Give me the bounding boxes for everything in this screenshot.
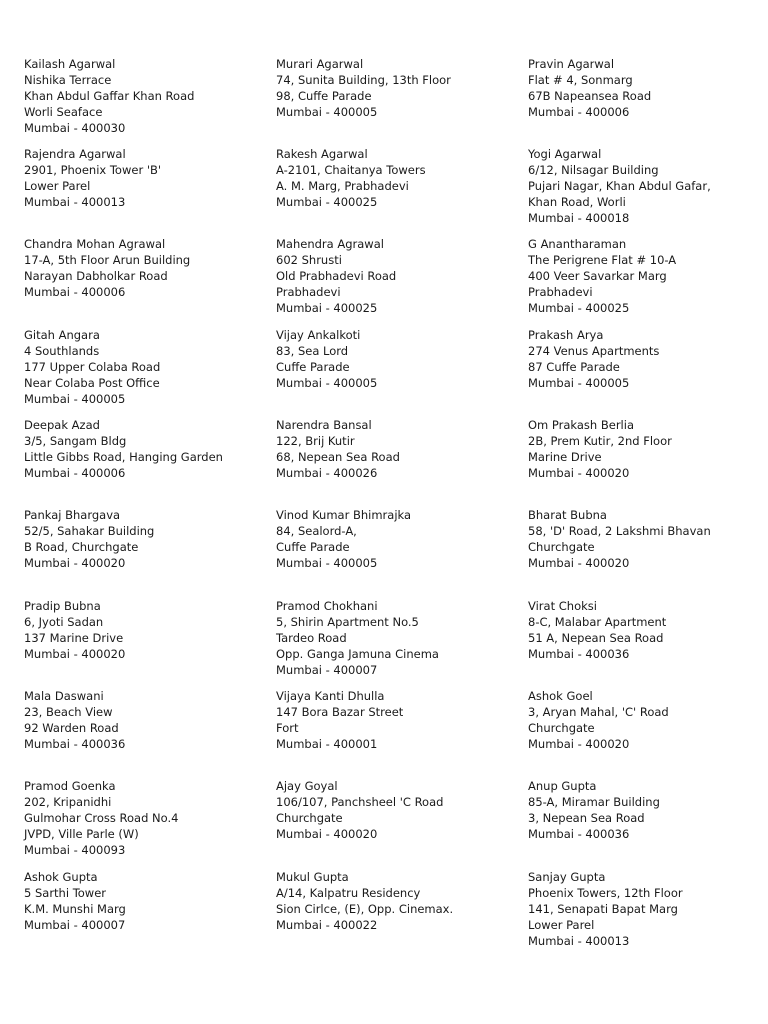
address-line: 52/5, Sahakar Building xyxy=(24,524,155,538)
addressee-name: Rakesh Agarwal xyxy=(276,147,368,161)
address-label xyxy=(24,869,264,933)
address-line: Mumbai - 400013 xyxy=(24,195,126,209)
addressee-name: Anup Gupta xyxy=(528,779,597,793)
address-line: Mumbai - 400007 xyxy=(276,663,378,677)
address-line: 5, Shirin Apartment No.5 xyxy=(276,615,419,629)
address-line: Fort xyxy=(276,721,299,735)
address-line: 400 Veer Savarkar Marg xyxy=(528,269,667,283)
address-line: Flat # 4, Sonmarg xyxy=(528,73,633,87)
addressee-name: Yogi Agarwal xyxy=(528,147,602,161)
address-line: Mumbai - 400005 xyxy=(276,105,378,119)
address-line: 6, Jyoti Sadan xyxy=(24,615,104,629)
address-line: Lower Parel xyxy=(528,918,595,932)
address-line: 106/107, Panchsheel 'C Road xyxy=(276,795,444,809)
address-line: Churchgate xyxy=(528,540,595,554)
address-label xyxy=(276,869,516,933)
address-label xyxy=(528,507,768,571)
address-line: 2901, Phoenix Tower 'B' xyxy=(24,163,162,177)
address-line: Mumbai - 400022 xyxy=(276,918,378,932)
address-line: K.M. Munshi Marg xyxy=(24,902,126,916)
address-line: 274 Venus Apartments xyxy=(528,344,660,358)
address-line: 2B, Prem Kutir, 2nd Floor xyxy=(528,434,672,448)
addressee-name: Murari Agarwal xyxy=(276,57,364,71)
address-line: 85-A, Miramar Building xyxy=(528,795,660,809)
address-label xyxy=(24,507,264,571)
address-line: A. M. Marg, Prabhadevi xyxy=(276,179,409,193)
address-label xyxy=(528,688,768,752)
address-line: 202, Kripanidhi xyxy=(24,795,112,809)
addressee-name: Om Prakash Berlia xyxy=(528,418,634,432)
address-label xyxy=(276,688,516,752)
address-line: 137 Marine Drive xyxy=(24,631,124,645)
address-label xyxy=(276,236,516,316)
address-label xyxy=(276,146,516,210)
addressee-name: Rajendra Agarwal xyxy=(24,147,126,161)
address-line: Mumbai - 400020 xyxy=(528,556,630,570)
addressee-name: Mala Daswani xyxy=(24,689,104,703)
address-line: Mumbai - 400036 xyxy=(528,647,630,661)
address-line: Mumbai - 400093 xyxy=(24,843,126,857)
addressee-name: Pravin Agarwal xyxy=(528,57,615,71)
address-line: Prabhadevi xyxy=(276,285,341,299)
address-line: 74, Sunita Building, 13th Floor xyxy=(276,73,451,87)
address-line: Mumbai - 400025 xyxy=(276,301,378,315)
address-label xyxy=(528,417,768,481)
address-line: Narayan Dabholkar Road xyxy=(24,269,168,283)
address-line: 87 Cuffe Parade xyxy=(528,360,620,374)
address-line: Cuffe Parade xyxy=(276,360,350,374)
address-line: Mumbai - 400020 xyxy=(24,556,126,570)
address-label xyxy=(276,56,516,120)
addressee-name: Sanjay Gupta xyxy=(528,870,606,884)
addressee-name: G Anantharaman xyxy=(528,237,627,251)
addressee-name: Deepak Azad xyxy=(24,418,100,432)
address-line: 84, Sealord-A, xyxy=(276,524,357,538)
address-line: 67B Napeansea Road xyxy=(528,89,652,103)
address-line: Mumbai - 400006 xyxy=(24,466,126,480)
address-label xyxy=(528,869,768,949)
address-line: 147 Bora Bazar Street xyxy=(276,705,404,719)
address-line: 3, Aryan Mahal, 'C' Road xyxy=(528,705,669,719)
address-line: The Perigrene Flat # 10-A xyxy=(528,253,677,267)
address-label xyxy=(528,778,768,842)
addressee-name: Ajay Goyal xyxy=(276,779,338,793)
address-label xyxy=(276,598,516,678)
address-line: 17-A, 5th Floor Arun Building xyxy=(24,253,191,267)
address-line: 51 A, Nepean Sea Road xyxy=(528,631,664,645)
address-line: 177 Upper Colaba Road xyxy=(24,360,161,374)
addressee-name: Vijay Ankalkoti xyxy=(276,328,361,342)
address-label xyxy=(24,56,264,136)
address-line: Nishika Terrace xyxy=(24,73,112,87)
address-label xyxy=(24,598,264,662)
address-line: Mumbai - 400013 xyxy=(528,934,630,948)
address-line: A/14, Kalpatru Residency xyxy=(276,886,421,900)
address-line: 5 Sarthi Tower xyxy=(24,886,107,900)
address-label xyxy=(276,417,516,481)
address-line: 98, Cuffe Parade xyxy=(276,89,372,103)
address-line: Mumbai - 400020 xyxy=(276,827,378,841)
address-line: 23, Beach View xyxy=(24,705,113,719)
address-label xyxy=(24,236,264,300)
addressee-name: Mahendra Agrawal xyxy=(276,237,384,251)
addressee-name: Prakash Arya xyxy=(528,328,604,342)
address-line: Pujari Nagar, Khan Abdul Gafar, xyxy=(528,179,711,193)
address-line: Cuffe Parade xyxy=(276,540,350,554)
address-line: 58, 'D' Road, 2 Lakshmi Bhavan xyxy=(528,524,711,538)
address-line: Khan Road, Worli xyxy=(528,195,626,209)
address-line: Mumbai - 400026 xyxy=(276,466,378,480)
address-label xyxy=(24,146,264,210)
address-line: Mumbai - 400020 xyxy=(24,647,126,661)
address-line: A-2101, Chaitanya Towers xyxy=(276,163,426,177)
addressee-name: Pramod Chokhani xyxy=(276,599,378,613)
address-label xyxy=(528,598,768,662)
address-line: Sion Cirlce, (E), Opp. Cinemax. xyxy=(276,902,454,916)
address-line: 83, Sea Lord xyxy=(276,344,349,358)
address-line: Tardeo Road xyxy=(276,631,347,645)
address-label xyxy=(528,327,768,391)
address-line: 92 Warden Road xyxy=(24,721,119,735)
address-line: Mumbai - 400020 xyxy=(528,737,630,751)
address-line: Khan Abdul Gaffar Khan Road xyxy=(24,89,195,103)
address-line: Opp. Ganga Jamuna Cinema xyxy=(276,647,439,661)
addressee-name: Chandra Mohan Agrawal xyxy=(24,237,166,251)
address-label xyxy=(24,688,264,752)
address-line: 3/5, Sangam Bldg xyxy=(24,434,127,448)
addressee-name: Ashok Goel xyxy=(528,689,593,703)
addressee-name: Vijaya Kanti Dhulla xyxy=(276,689,385,703)
address-label xyxy=(276,507,516,571)
address-label xyxy=(24,778,264,858)
address-label xyxy=(528,146,768,226)
address-line: Mumbai - 400020 xyxy=(528,466,630,480)
address-line: Mumbai - 400005 xyxy=(276,556,378,570)
address-line: Lower Parel xyxy=(24,179,91,193)
addressee-name: Mukul Gupta xyxy=(276,870,349,884)
address-line: 141, Senapati Bapat Marg xyxy=(528,902,678,916)
addressee-name: Bharat Bubna xyxy=(528,508,607,522)
address-line: Churchgate xyxy=(528,721,595,735)
address-line: Mumbai - 400007 xyxy=(24,918,126,932)
addressee-name: Gitah Angara xyxy=(24,328,100,342)
address-line: Gulmohar Cross Road No.4 xyxy=(24,811,179,825)
address-line: Mumbai - 400025 xyxy=(276,195,378,209)
address-line: 68, Nepean Sea Road xyxy=(276,450,400,464)
address-line: Mumbai - 400030 xyxy=(24,121,126,135)
address-label xyxy=(528,56,768,120)
address-label xyxy=(24,327,264,407)
addressee-name: Virat Choksi xyxy=(528,599,597,613)
address-line: Mumbai - 400006 xyxy=(528,105,630,119)
addressee-name: Pradip Bubna xyxy=(24,599,101,613)
address-line: Old Prabhadevi Road xyxy=(276,269,397,283)
addressee-name: Ashok Gupta xyxy=(24,870,98,884)
address-line: Mumbai - 400018 xyxy=(528,211,630,225)
address-line: Marine Drive xyxy=(528,450,602,464)
address-line: Prabhadevi xyxy=(528,285,593,299)
addressee-name: Kailash Agarwal xyxy=(24,57,116,71)
address-line: Near Colaba Post Office xyxy=(24,376,160,390)
address-line: Mumbai - 400005 xyxy=(528,376,630,390)
address-line: Mumbai - 400036 xyxy=(528,827,630,841)
address-line: Mumbai - 400006 xyxy=(24,285,126,299)
address-line: Little Gibbs Road, Hanging Garden xyxy=(24,450,223,464)
address-line: 4 Southlands xyxy=(24,344,100,358)
address-line: Worli Seaface xyxy=(24,105,103,119)
address-line: Mumbai - 400036 xyxy=(24,737,126,751)
address-line: Mumbai - 400025 xyxy=(528,301,630,315)
addressee-name: Vinod Kumar Bhimrajka xyxy=(276,508,412,522)
address-label xyxy=(276,327,516,391)
addressee-name: Narendra Bansal xyxy=(276,418,372,432)
address-label xyxy=(528,236,768,316)
address-line: Churchgate xyxy=(276,811,343,825)
address-label xyxy=(276,778,516,842)
address-line: 6/12, Nilsagar Building xyxy=(528,163,659,177)
address-line: 122, Brij Kutir xyxy=(276,434,355,448)
address-line: Phoenix Towers, 12th Floor xyxy=(528,886,683,900)
addressee-name: Pankaj Bhargava xyxy=(24,508,121,522)
address-line: B Road, Churchgate xyxy=(24,540,139,554)
address-label xyxy=(24,417,264,481)
address-line: 8-C, Malabar Apartment xyxy=(528,615,667,629)
address-line: JVPD, Ville Parle (W) xyxy=(24,827,139,841)
address-line: Mumbai - 400001 xyxy=(276,737,378,751)
address-line: 3, Nepean Sea Road xyxy=(528,811,645,825)
address-line: Mumbai - 400005 xyxy=(276,376,378,390)
address-line: 602 Shrusti xyxy=(276,253,342,267)
addressee-name: Pramod Goenka xyxy=(24,779,116,793)
address-line: Mumbai - 400005 xyxy=(24,392,126,406)
